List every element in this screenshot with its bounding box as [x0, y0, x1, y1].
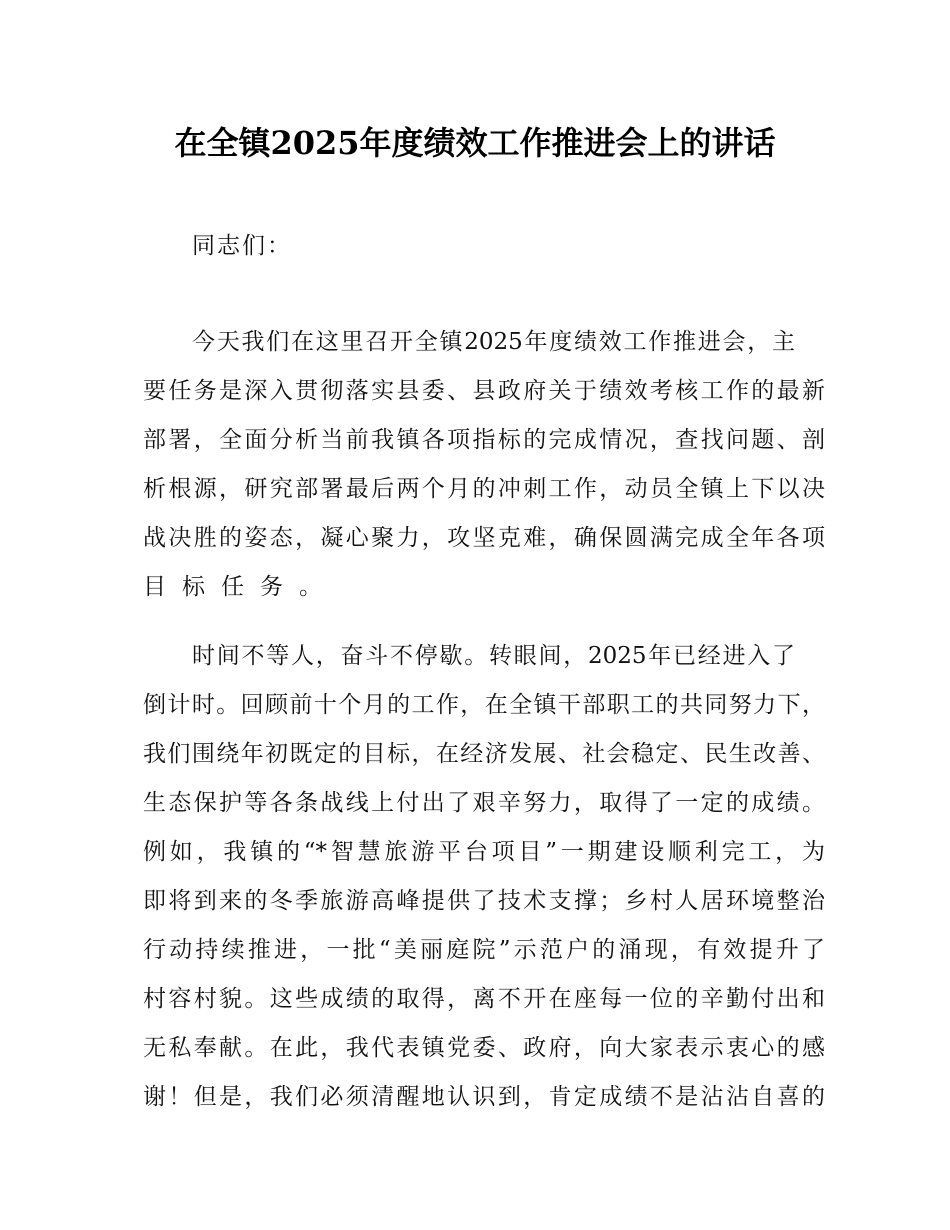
text-line: 例如，我镇的“*智慧旅游平台项目”一期建设顺利完工，为 — [143, 839, 825, 865]
salutation: 同志们： — [192, 233, 292, 259]
text-line: 要任务是深入贯彻落实县委、县政府关于绩效考核工作的最新 — [143, 378, 825, 404]
text-line: 时间不等人，奋斗不停歇。转眼间，2025年已经进入了 — [192, 643, 795, 669]
text-line: 我们围绕年初既定的目标，在经济发展、社会稳定、民生改善、 — [143, 741, 825, 767]
text-line: 谢！但是，我们必须清醒地认识到，肯定成绩不是沾沾自喜的 — [143, 1084, 825, 1110]
text-line: 即将到来的冬季旅游高峰提供了技术支撑；乡村人居环境整治 — [143, 888, 825, 914]
document-title: 在全镇2025年度绩效工作推进会上的讲话 — [174, 124, 776, 162]
text-line: 今天我们在这里召开全镇2025年度绩效工作推进会，主 — [192, 329, 795, 355]
text-line: 生态保护等各条战线上付出了艰辛努力，取得了一定的成绩。 — [143, 790, 825, 816]
document-body — [143, 222, 825, 1122]
text-line: 目标任务。 — [143, 574, 338, 600]
text-line: 行动持续推进，一批“美丽庭院”示范户的涌现，有效提升了 — [143, 937, 825, 963]
text-line: 部署，全面分析当前我镇各项指标的完成情况，查找问题、剖 — [143, 427, 825, 453]
paragraph-opening — [143, 318, 825, 612]
paragraph-review — [143, 632, 825, 1122]
text-line: 析根源，研究部署最后两个月的冲刺工作，动员全镇上下以决 — [143, 476, 825, 502]
text-line: 倒计时。回顾前十个月的工作，在全镇干部职工的共同努力下， — [143, 692, 825, 718]
text-line: 战决胜的姿态，凝心聚力，攻坚克难，确保圆满完成全年各项 — [143, 525, 825, 551]
text-line: 村容村貌。这些成绩的取得，离不开在座每一位的辛勤付出和 — [143, 986, 825, 1012]
text-line: 无私奉献。在此，我代表镇党委、政府，向大家表示衷心的感 — [143, 1035, 825, 1061]
salutation-paragraph — [143, 222, 825, 271]
